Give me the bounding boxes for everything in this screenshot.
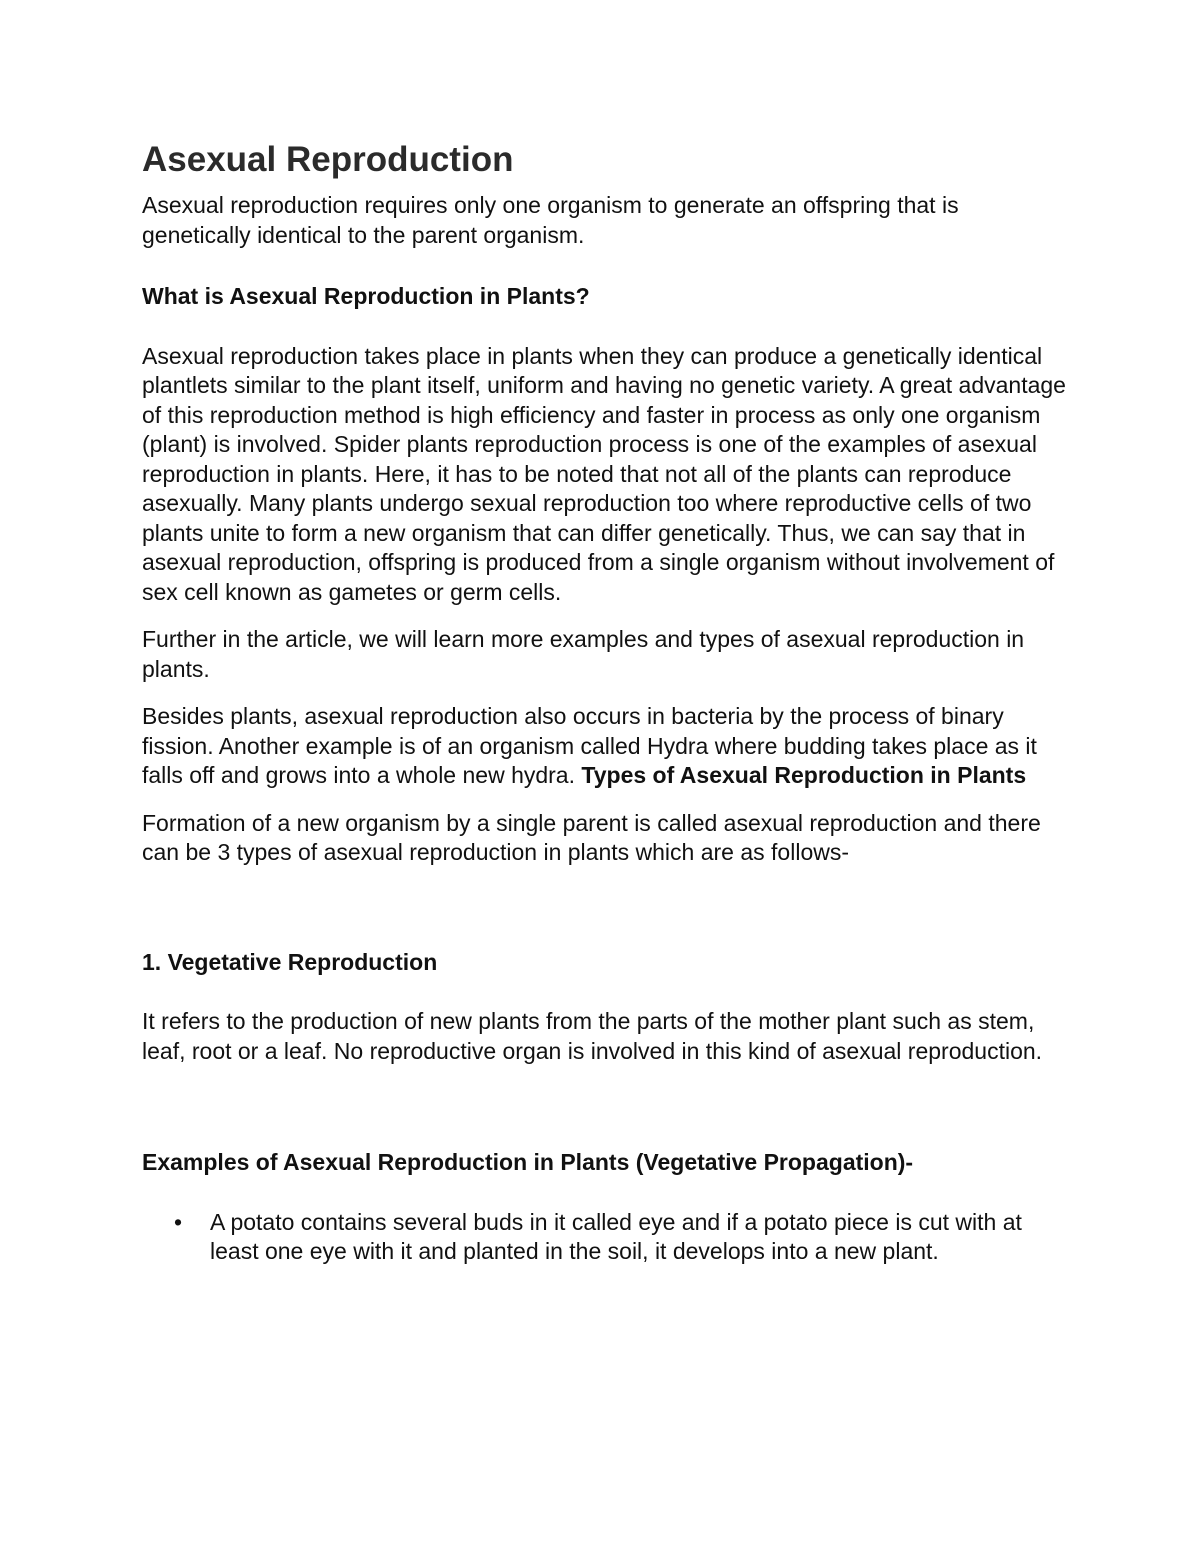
besides-text: Besides plants, asexual reproduction also occurs in bacteria by the process of binary fission. Another example is of an organism called Hydra where budding takes place as it falls off and grows into a whole new hydra. [142, 703, 1037, 788]
list-item [142, 1208, 1072, 1267]
bullet-icon: • [174, 1208, 183, 1235]
body-paragraph-further: Further in the article, we will learn more examples and types of asexual reproduction in plants. [142, 626, 1025, 682]
examples-list [142, 1208, 1072, 1267]
section-heading-types: Types of Asexual Reproduction in Plants [581, 762, 1027, 788]
body-paragraph-formation: Formation of a new organism by a single parent is called asexual reproduction and there can be 3 types of asexual reproduction in plants which are as follows- [142, 809, 1041, 865]
document-body [142, 138, 1072, 1267]
section-heading-what-is: What is Asexual Reproduction in Plants? [142, 283, 590, 309]
body-paragraph-besides [142, 702, 1072, 791]
examples-heading: Examples of Asexual Reproduction in Plants (Vegetative Propagation)- [142, 1149, 914, 1175]
intro-paragraph: Asexual reproduction requires only one organism to generate an offspring that is genetically identical to the parent organism. [142, 192, 959, 248]
subsection-heading-vegetative: 1. Vegetative Reproduction [142, 948, 438, 975]
document-title: Asexual Reproduction [142, 140, 514, 179]
list-item-text: A potato contains several buds in it called eye and if a potato piece is cut with at least one eye with it and planted in the soil, it develops into a new plant. [210, 1208, 1022, 1264]
body-paragraph-vegetative: It refers to the production of new plants from the parts of the mother plant such as stem, leaf, root or a leaf. No reproductive organ is involved in this kind of asexual reproduction. [142, 1008, 1043, 1064]
body-paragraph-definition: Asexual reproduction takes place in plants when they can produce a genetically identical plantlets similar to the plant itself, uniform and having no genetic variety. A great advantage of this reproduction method is high efficiency and faster in process as only one organism (plant) is involved. Spider plants reproduction process is one of the examples of asexual reproduction in plants. Here, it has to be noted that not all of the plants can reproduce asexually. Many plants undergo sexual reproduction too where reproductive cells of two plants unite to form a new organism that can differ genetically. Thus, we can say that in asexual reproduction, offspring is produced from a single organism without involvement of sex cell known as gametes or germ cells. [142, 342, 1066, 605]
